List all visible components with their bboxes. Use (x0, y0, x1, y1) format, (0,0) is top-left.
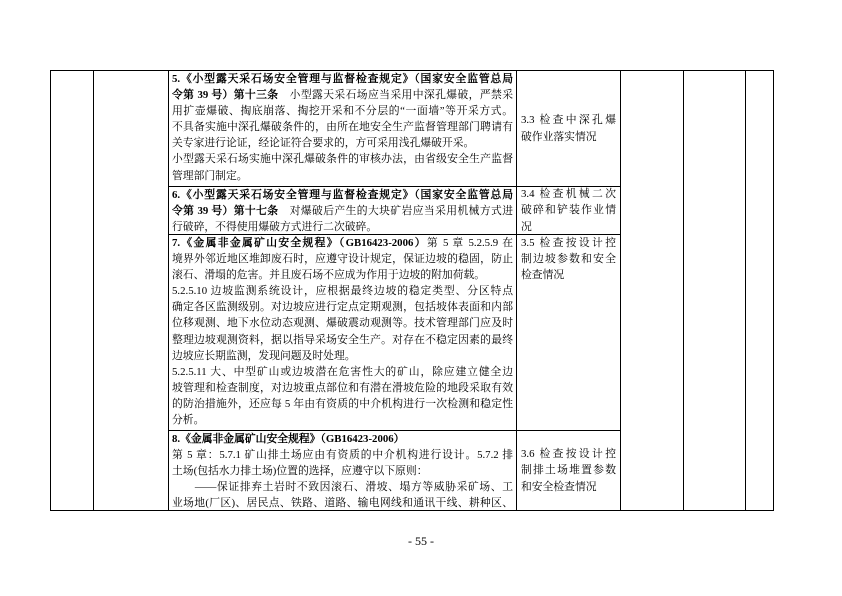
check-item-line: 破碎和铲装作业情 (521, 204, 616, 217)
clause-text: 不具备实施中深孔爆破条件的，由所在地安全生产监督管理部门聘请有 (172, 121, 513, 134)
clause-text: 整理边坡观测资料，据以指导采场安全生产。对存在不稳定因素的最终 (172, 333, 513, 346)
clause-text: 小型露天采石场应当采用中深孔爆破，严禁采 (278, 89, 513, 102)
clause-line (172, 187, 513, 203)
clause-line (172, 203, 513, 219)
table-column-rule (745, 70, 746, 511)
clause-paragraph (172, 151, 513, 183)
clause-line (172, 299, 513, 315)
clause-text: 用扩壶爆破、掏底崩落、掏挖开采和不分层的“一面墙”等开采方式。 (172, 105, 513, 118)
clause-line (172, 103, 513, 119)
clause-line (172, 348, 513, 364)
clause-text: 对爆破后产生的大块矿岩应当采用机械方式进 (278, 205, 513, 218)
check-item-line: 3.5 检查按设计控 (521, 237, 616, 249)
clause-text: ——保证排弃土岩时不致因滚石、滑坡、塌方等威胁采矿场、工 (172, 481, 513, 494)
check-item-line: 制边坡参数和安全 (521, 253, 616, 266)
clause-text: 第 5 章：5.7.1 矿山排土场应由有资质的中介机构进行设计。5.7.2 排 (172, 449, 513, 462)
check-item-line: 3.4 检查机械二次 (521, 188, 616, 201)
check-item-cell (517, 235, 620, 430)
regulation-clause-cell (169, 235, 516, 430)
regulation-clause-cell (169, 187, 516, 234)
clause-line (172, 332, 513, 348)
clause-text: 滚石、滑塌的危害。并且废石场不应成为作用于边坡的附加荷载。 (172, 269, 486, 282)
clause-paragraph (172, 479, 513, 511)
blank-column-2-cell (94, 71, 168, 510)
blank-column-7-cell (746, 71, 773, 510)
clause-line (172, 283, 513, 299)
clause-line (172, 412, 513, 428)
check-item-cell (517, 71, 620, 186)
clause-text: 5.2.5.10 边坡监测系统设计，应根据最终边坡的稳定类型、分区特点 (172, 285, 513, 298)
clause-line (172, 315, 513, 331)
clause-line (172, 71, 513, 87)
clause-heading: 令第 39 号）第十三条 (172, 89, 279, 102)
blank-column-1-cell (51, 71, 93, 510)
clause-line (172, 119, 513, 135)
clause-heading: 令第 39 号）第十七条 (172, 205, 279, 218)
clause-heading: 6.《小型露天采石场安全管理与监督检查规定》（国家安全监管总局 (172, 189, 513, 201)
check-item-cell (517, 431, 620, 510)
clause-text: 业场地(厂区)、居民点、铁路、道路、输电网线和通讯干线、耕种区、 (172, 497, 513, 510)
clause-text: 坡管理和检查制度，对边坡重点部位和有潜在滑坡危险的地段采取有效 (172, 381, 513, 394)
clause-heading: 5.《小型露天采石场安全管理与监督检查规定》（国家安全监管总局 (172, 73, 513, 85)
table-column-rule (620, 70, 621, 511)
check-item-line: 检查情况 (521, 269, 565, 282)
clause-text: 确定各区监测级别。对边坡应进行定点定期观测，包括坡体表面和内部 (172, 301, 513, 314)
clause-text: 5.2.5.11 大、中型矿山或边坡潜在危害性大的矿山，除应建立健全边 (172, 365, 513, 378)
regulation-clause-cell (169, 71, 516, 186)
clause-text: 第 5 章 5.2.5.9 在 (426, 237, 513, 249)
clause-line (172, 479, 513, 495)
clause-line (172, 135, 513, 151)
check-item-line: 况 (521, 220, 532, 233)
clause-line (172, 447, 513, 463)
clause-paragraph (172, 431, 513, 447)
clause-line (172, 219, 513, 235)
clause-line (172, 168, 513, 184)
check-item-cell (517, 187, 620, 234)
clause-text: 行破碎，不得使用爆破方式进行二次破碎。 (172, 221, 378, 234)
clause-line (172, 463, 513, 479)
clause-text: 境界外邻近地区堆卸废石时，应遵守设计规定，保证边坡的稳固，防止 (172, 253, 513, 266)
clause-heading: 8.《金属非金属矿山安全规程》（GB16423-2006） (172, 433, 405, 445)
clause-paragraph (172, 235, 513, 283)
clause-line (172, 380, 513, 396)
check-item-line: 3.3 检查中深孔爆 (521, 114, 616, 127)
clause-text: 小型露天采石场实施中深孔爆破条件的审核办法，由省级安全生产监督 (172, 153, 513, 166)
table-column-rule (93, 70, 94, 511)
clause-text: 关专家进行论证，经论证符合要求的，方可采用浅孔爆破开采。 (172, 137, 475, 150)
clause-text: 土场(包括水力排土场)位置的选择，应遵守以下原则： (172, 465, 428, 478)
clause-line (172, 431, 513, 447)
clause-text: 边坡应长期监测，发现问题及时处理。 (172, 349, 356, 362)
check-item-line: 和安全检查情况 (521, 480, 597, 493)
clause-text: 分析。 (172, 414, 205, 427)
check-item-line: 破作业落实情况 (521, 130, 597, 143)
blank-column-5-cell (621, 71, 683, 510)
check-item-line: 3.6 检查按设计控 (521, 448, 616, 461)
check-item-line: 制排土场堆置参数 (521, 464, 616, 477)
page-number: - 55 - (408, 534, 434, 548)
table-column-rule (683, 70, 684, 511)
clause-paragraph (172, 364, 513, 428)
clause-paragraph (172, 187, 513, 235)
regulation-clause-cell (169, 431, 516, 510)
clause-paragraph (172, 283, 513, 363)
clause-heading: 7.《金属非金属矿山安全规程》（GB16423-2006） (172, 237, 427, 249)
clause-line (172, 235, 513, 251)
clause-line (172, 396, 513, 412)
clause-line (172, 364, 513, 380)
clause-line (172, 87, 513, 103)
clause-paragraph (172, 71, 513, 151)
clause-line (172, 267, 513, 283)
clause-line (172, 495, 513, 511)
clause-paragraph (172, 447, 513, 479)
clause-line (172, 151, 513, 167)
clause-line (172, 251, 513, 267)
clause-text: 的防治措施外，还应每 5 年由有资质的中介机构进行一次检测和稳定性 (172, 397, 513, 410)
clause-text: 管理部门制定。 (172, 169, 248, 182)
clause-text: 位移观测、地下水位动态观测、爆破震动观测等。技术管理部门应及时 (172, 317, 513, 330)
blank-column-6-cell (684, 71, 745, 510)
